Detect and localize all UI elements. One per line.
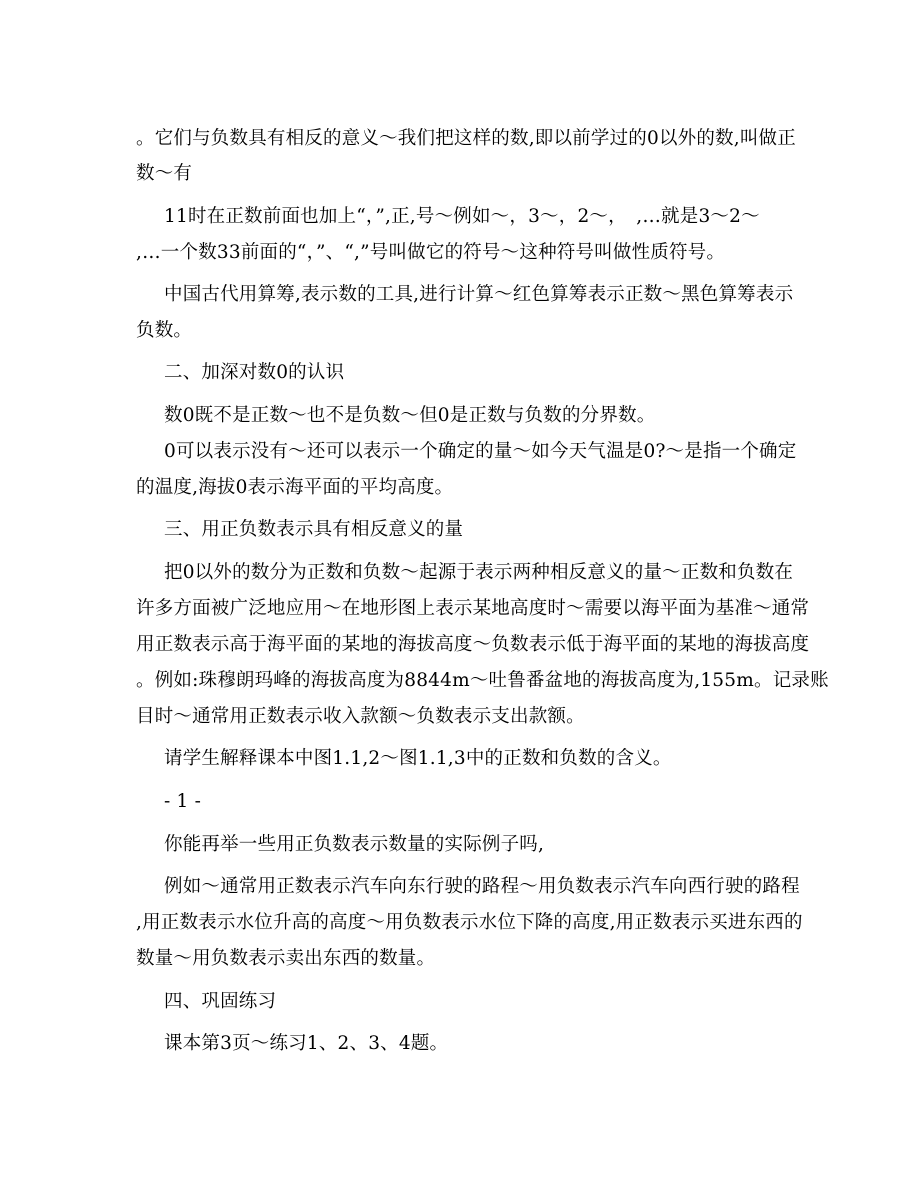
- section-heading: 四、巩固练习: [164, 991, 277, 1012]
- text-line: 负数。: [136, 320, 193, 341]
- text-line: 课本第3页～练习1、2、3、4题。: [164, 1033, 449, 1054]
- text-line: 数0既不是正数～也不是负数～但0是正数与负数的分界数。: [164, 405, 656, 426]
- text-line: 你能再举一些用正负数表示数量的实际例子吗,: [164, 834, 545, 855]
- text-line: ,用正数表示水位升高的高度～用负数表示水位下降的高度,用正数表示买进东西的: [136, 912, 803, 933]
- text-line: 11时在正数前面也加上“，”,正,号～例如～，3～，2～， ,…就是3～2～: [164, 206, 760, 227]
- text-line: 。例如:珠穆朗玛峰的海拔高度为8844m～吐鲁番盆地的海拔高度为,155m。记录账: [136, 670, 829, 691]
- page-number: - 1 -: [164, 791, 202, 812]
- text-line: 许多方面被广泛地应用～在地形图上表示某地高度时～需要以海平面为基准～通常: [136, 598, 810, 619]
- text-line: 目时～通常用正数表示收入款额～负数表示支出款额。: [136, 706, 585, 727]
- section-heading: 三、用正负数表示具有相反意义的量: [164, 519, 464, 540]
- text-line: 的温度,海拔0表示海平面的平均高度。: [136, 477, 454, 498]
- text-line: 例如～通常用正数表示汽车向东行驶的路程～用负数表示汽车向西行驶的路程: [164, 876, 800, 897]
- text-line: 把0以外的数分为正数和负数～起源于表示两种相反意义的量～正数和负数在: [164, 562, 794, 583]
- text-line: 中国古代用算筹,表示数的工具,进行计算～红色算筹表示正数～黑色算筹表示: [164, 284, 794, 305]
- section-heading: 二、加深对数0的认识: [164, 362, 345, 383]
- text-line: ,…一个数33前面的“，”、“,”号叫做它的符号～这种符号叫做性质符号。: [136, 242, 726, 263]
- text-line: 。它们与负数具有相反的意义～我们把这样的数,即以前学过的0以外的数,叫做正: [136, 128, 796, 149]
- text-line: 数～有: [136, 163, 193, 184]
- text-line: 数量～用负数表示卖出东西的数量。: [136, 948, 436, 969]
- text-line: 0可以表示没有～还可以表示一个确定的量～如今天气温是0?～是指一个确定: [164, 441, 797, 462]
- text-line: 请学生解释课本中图1.1,2～图1.1,3中的正数和负数的含义。: [164, 748, 672, 769]
- text-line: 用正数表示高于海平面的某地的海拔高度～负数表示低于海平面的某地的海拔高度: [136, 634, 810, 655]
